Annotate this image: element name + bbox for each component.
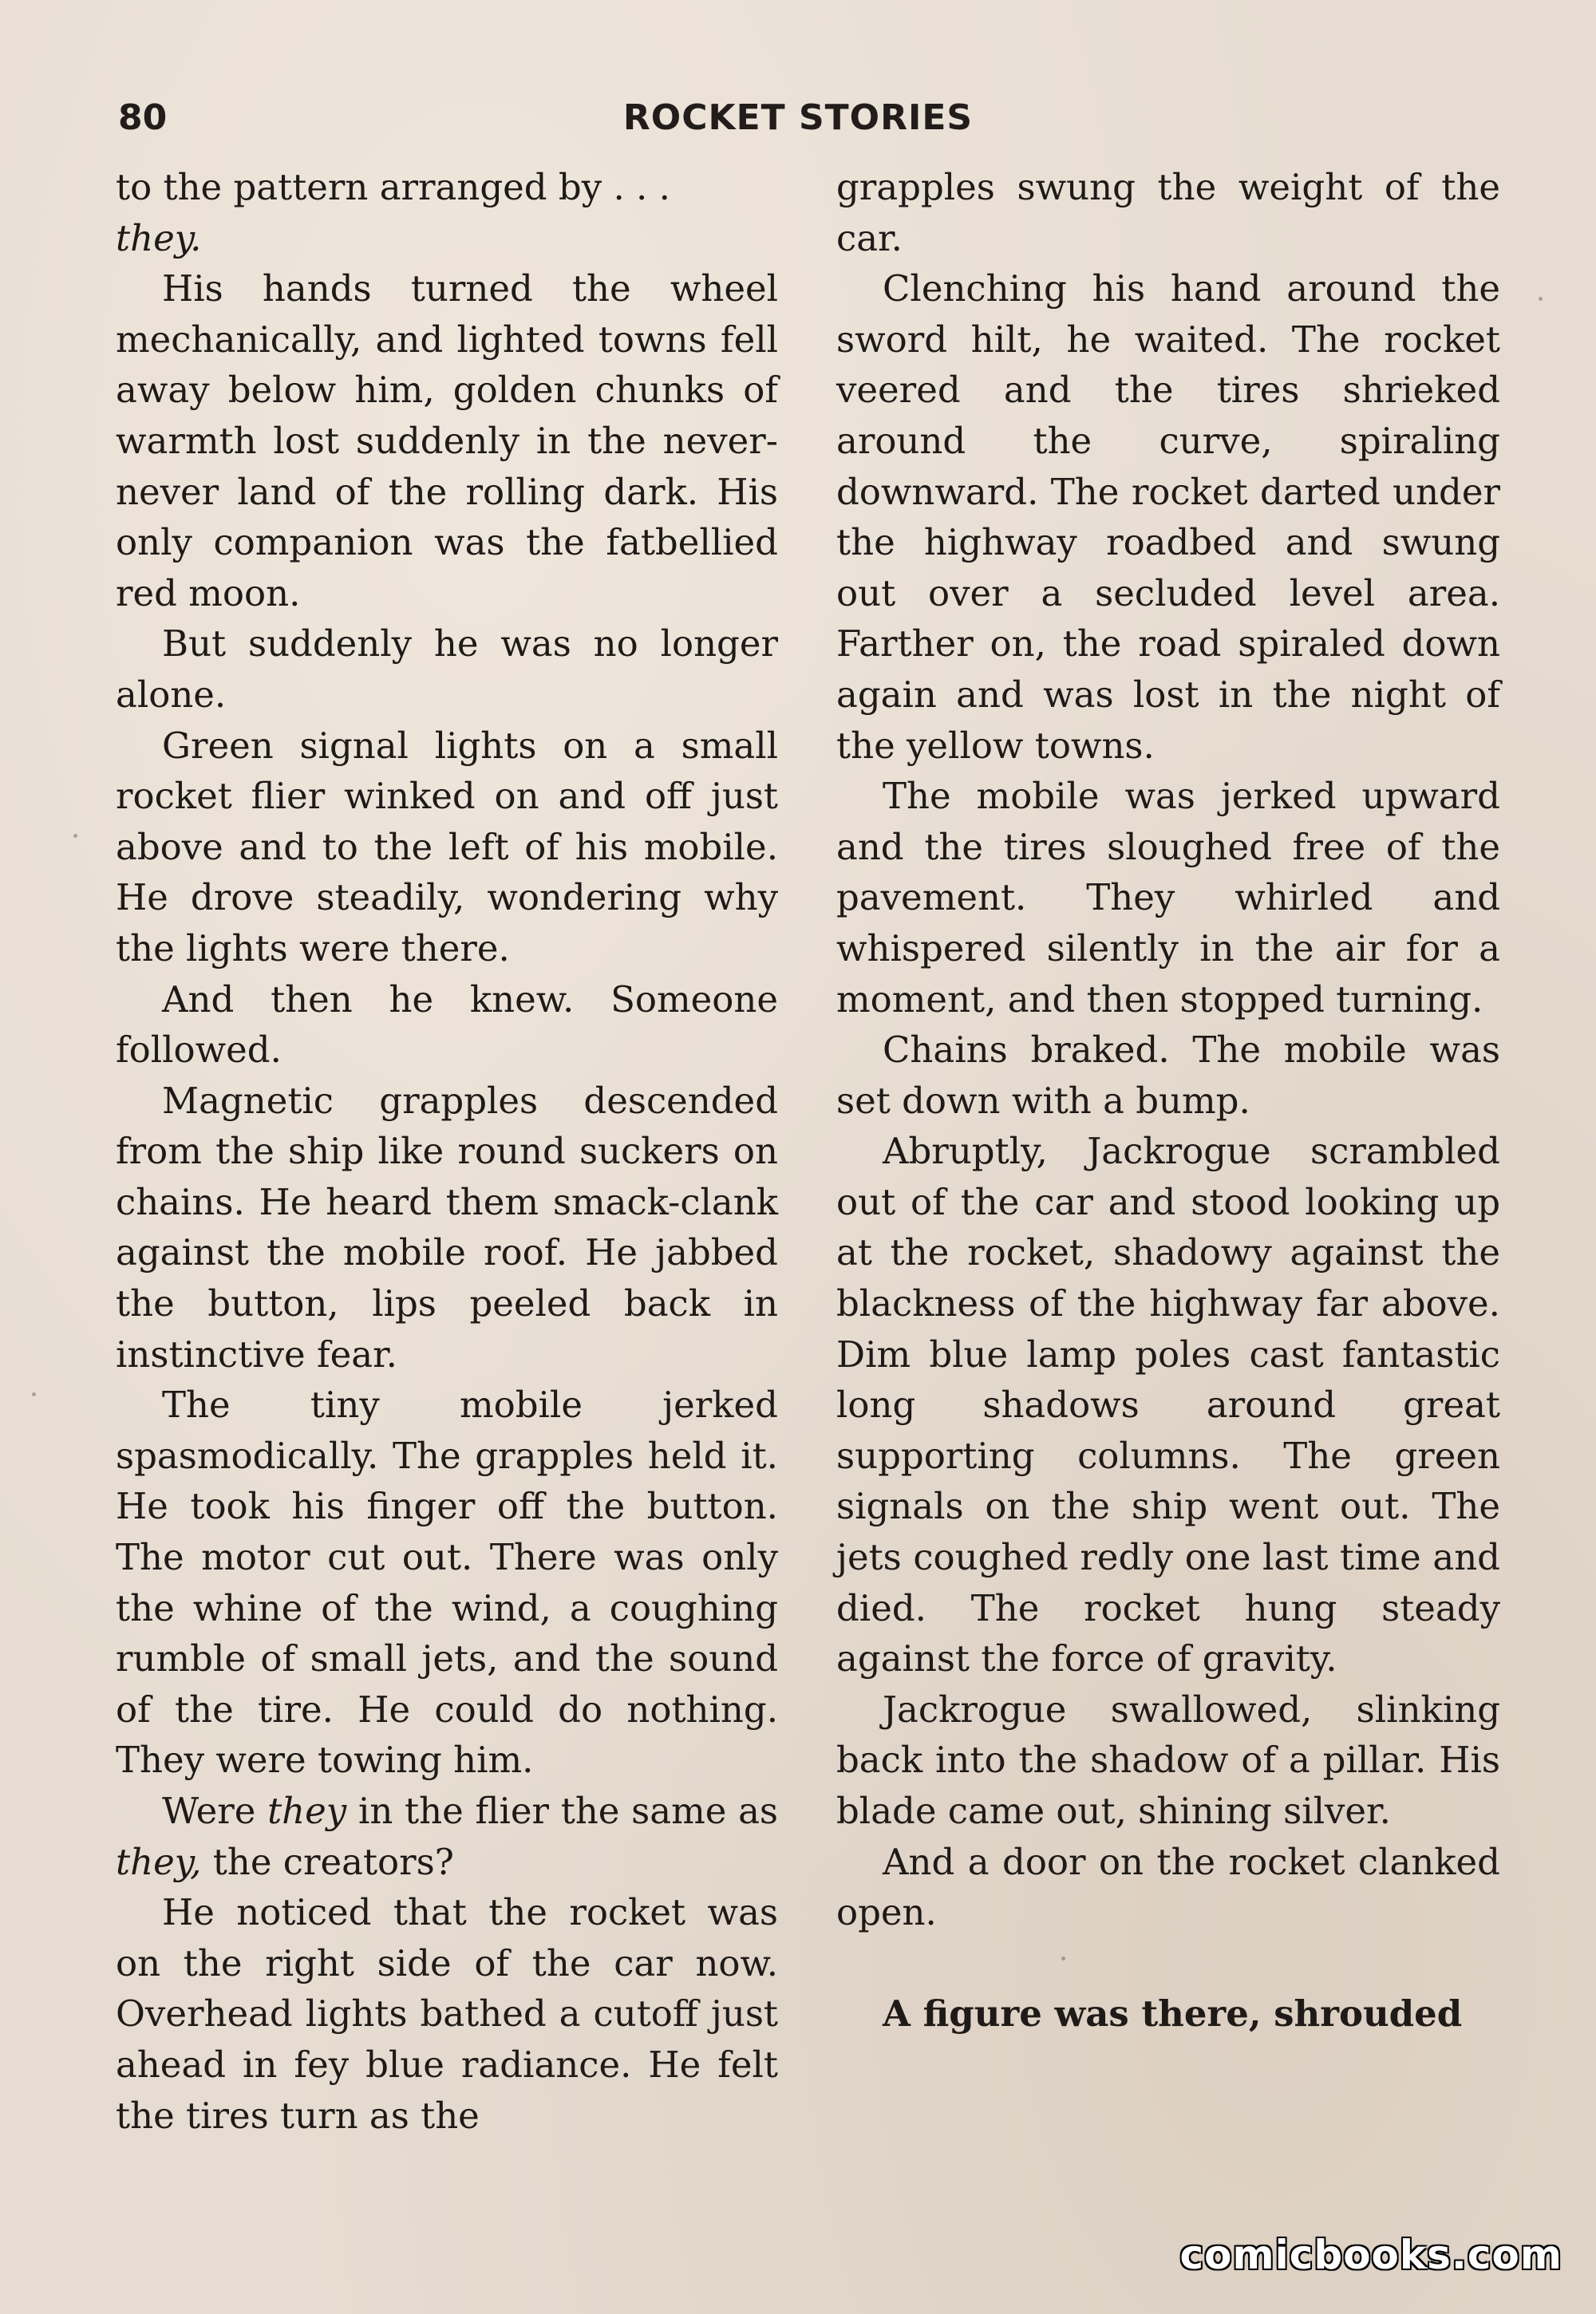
paragraph: Chains braked. The mobile was set down with a bump. xyxy=(836,1029,1500,1122)
paragraph-text: to the pattern arranged by . . . xyxy=(116,166,670,208)
paragraph: grapples swung the weight of the car. xyxy=(836,166,1500,259)
paragraph: Abruptly, Jackrogue scrambled out of the car and stood looking up at the rocket, shadowy against the blackness of the highway far above. Dim blue lamp poles cast fantastic long shadows around great supporting columns. The green signals on the ship went out. The jets coughed redly one last time and died. The rocket hung steady against the force of gravity. xyxy=(836,1130,1500,1680)
paragraph: And a door on the rocket clanked open. xyxy=(836,1840,1500,1934)
paper-speck xyxy=(1539,297,1543,301)
emphasis-text: they. xyxy=(116,216,202,259)
paragraph: And then he knew. Someone followed. xyxy=(116,977,778,1072)
paragraph: The tiny mobile jerked spasmodically. The grapples held it. He took his finger off the button. The motor cut out. There was only the whine of the wind, a coughing rumble of small jets, and the sound of the tire. He could do nothing. They were towing him. xyxy=(116,1384,778,1782)
watermark-logo: comicbooks.com xyxy=(1179,2232,1562,2278)
paragraph: But suddenly he was no longer alone. xyxy=(116,622,778,716)
right-column xyxy=(836,162,1500,2040)
paragraph-text: the creators? xyxy=(212,1840,454,1883)
paragraph: A figure was there, shrouded xyxy=(883,1992,1463,2036)
paragraph xyxy=(116,1786,778,1887)
paragraph: Green signal lights on a small rocket flier winked on and off just above and to the left of his mobile. He drove steadily, wondering why the lights were there. xyxy=(116,724,778,969)
paragraph: The mobile was jerked upward and the tires sloughed free of the pavement. They whirled and whispered silently in the air for a moment, and then stopped turning. xyxy=(836,775,1500,1021)
page-header xyxy=(0,86,1596,150)
paragraph-text: in the flier the same as xyxy=(358,1790,779,1832)
paragraph-text: Were xyxy=(162,1790,256,1832)
page-number: 80 xyxy=(118,97,168,138)
emphasis-text: they xyxy=(267,1790,347,1832)
running-head: ROCKET STORIES xyxy=(622,97,974,138)
paper-speck xyxy=(73,834,77,838)
paragraph: He noticed that the rocket was on the right side of the car now. Overhead lights bathed a cutoff just ahead in fey blue radiance. He felt the tires turn as the xyxy=(116,1891,778,2137)
paragraph: Jackrogue swallowed, slinking back into the shadow of a pillar. His blade came out, shining silver. xyxy=(836,1688,1500,1832)
left-column xyxy=(116,162,778,2141)
paragraph: Clenching his hand around the sword hilt, he waited. The rocket veered and the tires shrieked around the curve, spiraling downward. The rocket darted under the highway roadbed and swung out over a secluded level area. Farther on, the road spiraled down again and was lost in the night of the yellow towns. xyxy=(836,267,1500,767)
emphasis-text: they, xyxy=(116,1840,202,1883)
paragraph xyxy=(116,162,778,263)
paper-speck xyxy=(1061,1957,1065,1961)
paper-speck xyxy=(32,1392,36,1396)
paragraph: His hands turned the wheel mechanically, and lighted towns fell away below him, golden chunks of warmth lost suddenly in the never-never land of the rolling dark. His only companion was the fatbellied red moon. xyxy=(116,267,778,614)
paragraph: Magnetic grapples descended from the ship like round suckers on chains. He heard them smack-clank against the mobile roof. He jabbed the button, lips peeled back in instinctive fear. xyxy=(116,1079,778,1376)
